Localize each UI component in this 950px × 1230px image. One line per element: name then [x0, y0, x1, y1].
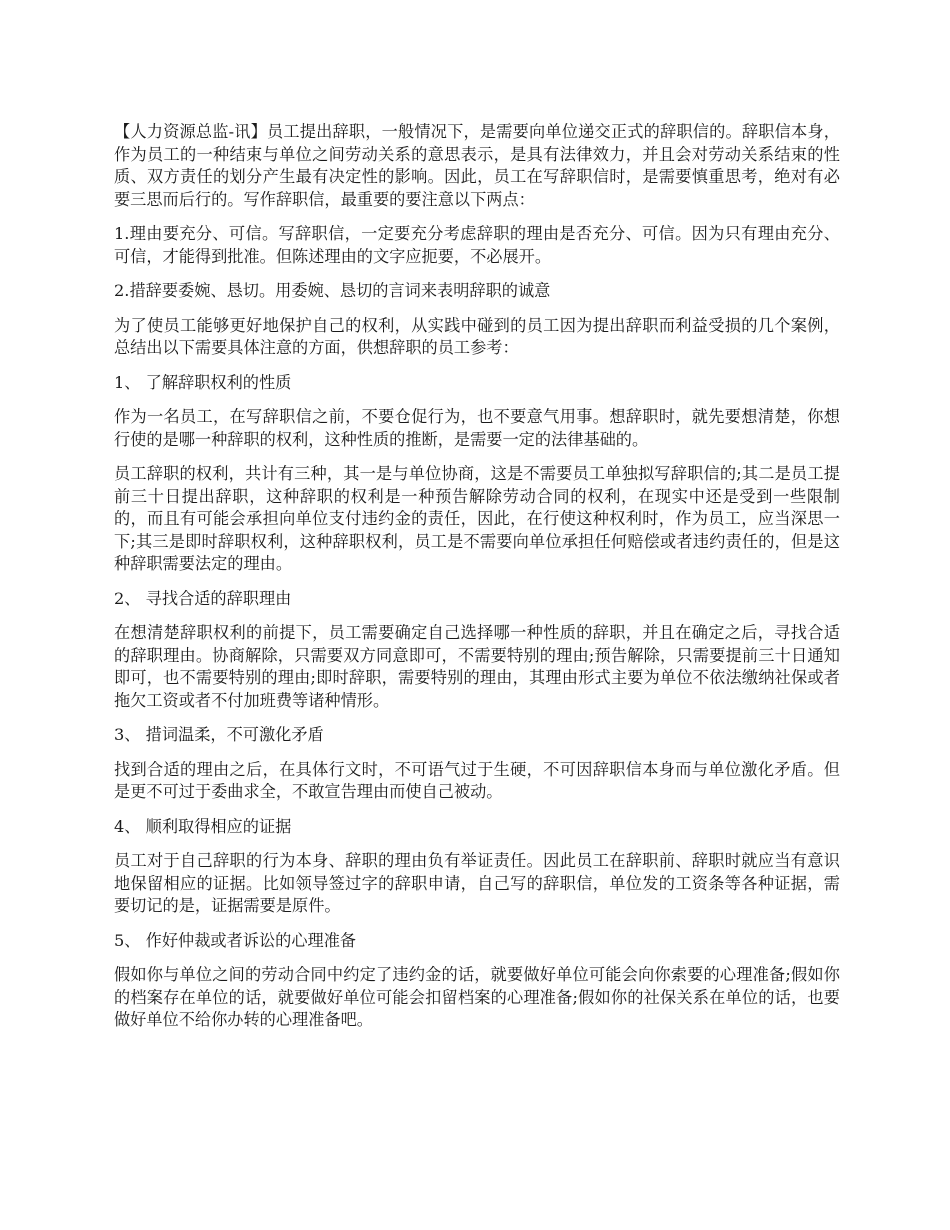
section-heading-5: 5、 作好仲裁或者诉讼的心理准备: [114, 930, 357, 950]
section-heading-2: 2、 寻找合适的辞职理由: [114, 588, 292, 608]
point-2-paragraph: 2.措辞要委婉、恳切。用委婉、恳切的言词来表明辞职的诚意: [114, 281, 551, 300]
section-2-paragraph: 在想清楚辞职权利的前提下，员工需要确定自己选择哪一种性质的辞职，并且在确定之后，寻找合适的辞职理由。协商解除，只需要双方同意即可，不需要特别的理由;预告解除，只需要提前三十日通知即可，也不需要特别的理由;即时辞职，需要特别的理由，其理由形式主要为单位不依法缴纳社保或者拖欠工资或者不付加班费等诸种情形。: [114, 623, 840, 710]
section-1-paragraph-1: 作为一名员工，在写辞职信之前，不要仓促行为，也不要意气用事。想辞职时，就先要想清楚，你想行使的是哪一种辞职的权利，这种性质的推断，是需要一定的法律基础的。: [114, 407, 840, 449]
section-5-paragraph: 假如你与单位之间的劳动合同中约定了违约金的话，就要做好单位可能会向你索要的心理准备;假如你的档案存在单位的话，就要做好单位可能会扣留档案的心理准备;假如你的社保关系在单位的话，也要做好单位不给你办转的心理准备吧。: [114, 965, 840, 1029]
context-paragraph: 为了使员工能够更好地保护自己的权利，从实践中碰到的员工因为提出辞职而利益受损的几个案例，总结出以下需要具体注意的方面，供想辞职的员工参考：: [114, 315, 840, 357]
document-body: [114, 121, 840, 1044]
section-heading-3: 3、 措词温柔，不可激化矛盾: [114, 725, 324, 744]
section-heading-1: 1、 了解辞职权利的性质: [114, 372, 292, 392]
section-1-paragraph-2: 员工辞职的权利，共计有三种，其一是与单位协商，这是不需要员工单独拟写辞职信的;其二是员工提前三十日提出辞职，这种辞职的权利是一种预告解除劳动合同的权利，在现实中还是受到一些限制的，而且有可能会承担向单位支付违约金的责任，因此，在行使这种权利时，作为员工，应当深思一下;其三是即时辞职权利，这种辞职权利，员工是不需要向单位承担任何赔偿或者违约责任的，但是这种辞职需要法定的理由。: [114, 464, 840, 573]
intro-paragraph: 【人力资源总监-讯】员工提出辞职，一般情况下，是需要向单位递交正式的辞职信的。辞职信本身，作为员工的一种结束与单位之间劳动关系的意思表示，是具有法律效力，并且会对劳动关系结束的性质、双方责任的划分产生最有决定性的影响。因此，员工在写辞职信时，是需要慎重思考，绝对有必要三思而后行的。写作辞职信，最重要的要注意以下两点：: [114, 122, 840, 209]
section-3-paragraph: 找到合适的理由之后，在具体行文时，不可语气过于生硬，不可因辞职信本身而与单位激化矛盾。但是更不可过于委曲求全，不敢宣告理由而使自己被动。: [114, 759, 840, 801]
point-1-paragraph: 1.理由要充分、可信。写辞职信，一定要充分考虑辞职的理由是否充分、可信。因为只有理由充分、可信，才能得到批准。但陈述理由的文字应扼要，不必展开。: [114, 224, 840, 266]
section-4-paragraph: 员工对于自己辞职的行为本身、辞职的理由负有举证责任。因此员工在辞职前、辞职时就应当有意识地保留相应的证据。比如领导签过字的辞职申请，自己写的辞职信，单位发的工资条等各种证据，需要切记的是，证据需要是原件。: [114, 851, 840, 915]
section-heading-4: 4、 顺利取得相应的证据: [114, 816, 292, 836]
